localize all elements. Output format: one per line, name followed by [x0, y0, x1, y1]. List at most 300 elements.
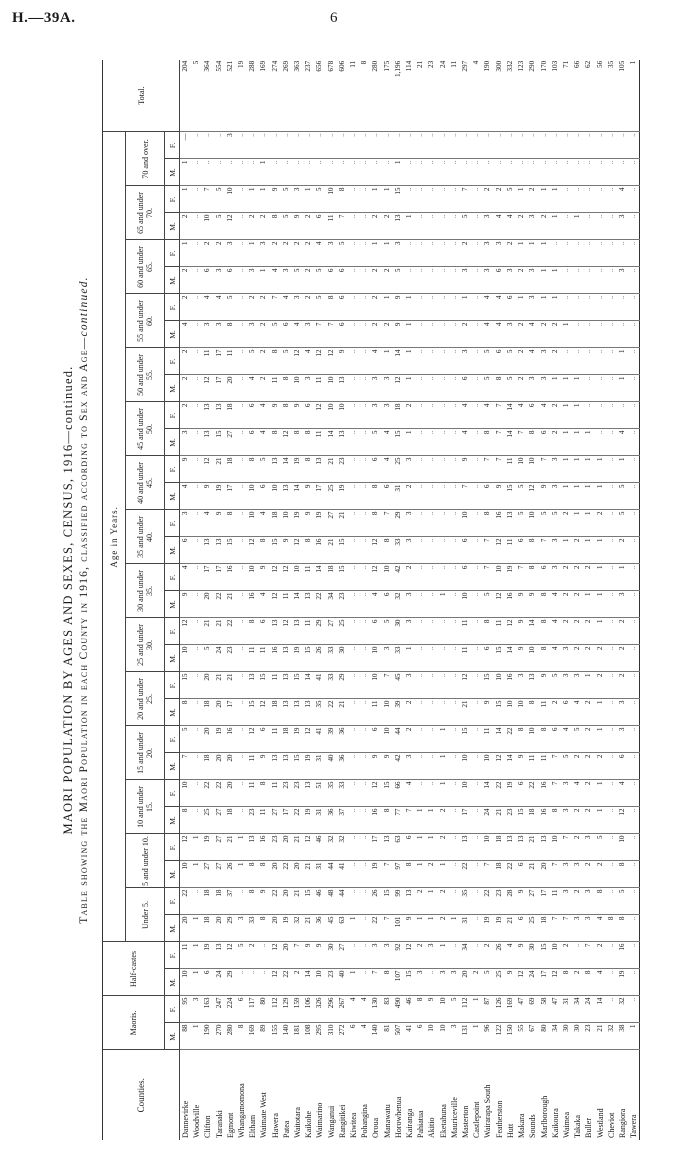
count-cell: 1 — [583, 456, 594, 483]
count-cell: 10 — [292, 564, 303, 591]
count-cell: 4 — [595, 915, 606, 942]
count-cell: 2 — [583, 807, 594, 834]
count-cell: 12 — [202, 375, 213, 402]
count-cell: .. — [438, 348, 449, 375]
female-subheader: F. — [165, 618, 180, 645]
count-cell: 19 — [314, 510, 325, 537]
count-cell: .. — [583, 348, 594, 375]
count-cell: 22 — [225, 618, 236, 645]
count-cell: 4 — [572, 780, 583, 807]
count-cell: 2 — [247, 294, 258, 321]
count-cell: 3 — [460, 348, 471, 375]
female-subheader: F. — [165, 672, 180, 699]
count-cell: 21 — [303, 861, 314, 888]
count-cell: .. — [617, 132, 628, 159]
count-cell: .. — [359, 348, 370, 375]
count-cell: 1 — [550, 375, 561, 402]
count-cell: 41 — [314, 726, 325, 753]
count-cell: .. — [471, 348, 482, 375]
count-cell: .. — [191, 618, 202, 645]
female-subheader: F. — [165, 888, 180, 915]
count-cell: 47 — [516, 996, 527, 1023]
total-cell: 19 — [236, 60, 247, 132]
count-cell: 9 — [314, 942, 325, 969]
count-cell: 2 — [438, 888, 449, 915]
count-cell: 34 — [326, 591, 337, 618]
count-cell: 1 — [572, 213, 583, 240]
count-cell: .. — [415, 726, 426, 753]
count-cell: 8 — [337, 186, 348, 213]
count-cell: 4 — [258, 591, 269, 618]
count-cell: 2 — [270, 240, 281, 267]
count-cell: 69 — [527, 996, 538, 1023]
count-cell: 30 — [561, 1023, 572, 1050]
count-cell: 3 — [214, 267, 225, 294]
count-cell: 5 — [370, 429, 381, 456]
count-cell: 83 — [382, 996, 393, 1023]
count-cell: 8 — [382, 969, 393, 996]
count-cell: .. — [348, 726, 359, 753]
count-cell: 12 — [292, 537, 303, 564]
count-cell: .. — [438, 564, 449, 591]
count-cell: 7 — [516, 429, 527, 456]
count-cell: .. — [359, 159, 370, 186]
count-cell: 6 — [561, 699, 572, 726]
count-cell: 10 — [326, 402, 337, 429]
county-name: Takaka — [573, 1115, 583, 1138]
count-cell: 15 — [303, 888, 314, 915]
count-cell: 6 — [303, 402, 314, 429]
count-cell: 3 — [404, 618, 415, 645]
table-row — [370, 60, 381, 1140]
count-cell: .. — [628, 348, 640, 375]
count-cell: 1 — [191, 861, 202, 888]
count-cell: 6 — [516, 915, 527, 942]
count-cell: .. — [348, 510, 359, 537]
count-cell: 10 — [527, 645, 538, 672]
count-cell: .. — [617, 402, 628, 429]
count-cell: .. — [191, 699, 202, 726]
count-cell: 12 — [281, 564, 292, 591]
count-cell: 16 — [539, 807, 550, 834]
count-cell: .. — [191, 807, 202, 834]
count-cell: .. — [606, 969, 617, 996]
count-cell: 24 — [482, 807, 493, 834]
count-cell: .. — [527, 132, 538, 159]
count-cell: 12 — [247, 726, 258, 753]
count-cell: 140 — [281, 1023, 292, 1050]
count-cell: 1 — [426, 834, 437, 861]
total-cell: 280 — [370, 60, 381, 132]
count-cell: .. — [471, 483, 482, 510]
count-cell: 42 — [393, 753, 404, 780]
count-cell: 2 — [561, 510, 572, 537]
count-cell: 9 — [281, 537, 292, 564]
count-cell: 13 — [382, 834, 393, 861]
count-cell: .. — [247, 159, 258, 186]
count-cell: 9 — [270, 402, 281, 429]
count-cell: 106 — [303, 996, 314, 1023]
count-cell: .. — [236, 348, 247, 375]
count-cell: .. — [550, 132, 561, 159]
count-cell: .. — [449, 321, 460, 348]
count-cell: 2 — [583, 645, 594, 672]
count-cell: 3 — [617, 213, 628, 240]
count-cell: .. — [561, 267, 572, 294]
count-cell: .. — [348, 159, 359, 186]
count-cell: 26 — [494, 942, 505, 969]
count-cell: 13 — [270, 618, 281, 645]
count-cell: 11 — [494, 618, 505, 645]
count-cell: 8 — [247, 618, 258, 645]
count-cell: 22 — [180, 888, 192, 915]
count-cell: 6 — [460, 375, 471, 402]
count-cell: 1 — [516, 240, 527, 267]
count-cell: .. — [438, 699, 449, 726]
count-cell: 27 — [202, 861, 213, 888]
count-cell: .. — [191, 537, 202, 564]
count-cell: 6 — [505, 294, 516, 321]
count-cell: .. — [606, 942, 617, 969]
count-cell: .. — [572, 294, 583, 321]
total-cell: 190 — [482, 60, 493, 132]
count-cell: 3 — [561, 888, 572, 915]
count-cell: 1 — [180, 159, 192, 186]
count-cell: 11 — [482, 726, 493, 753]
count-cell: 2 — [382, 267, 393, 294]
count-cell: .. — [236, 726, 247, 753]
county-name: Patea — [281, 1120, 291, 1138]
count-cell: 507 — [393, 1023, 404, 1050]
count-cell: 15 — [337, 537, 348, 564]
count-cell: 6 — [516, 861, 527, 888]
count-cell: 8 — [550, 807, 561, 834]
table-row — [191, 60, 202, 1140]
count-cell: 8 — [516, 726, 527, 753]
count-cell: 2 — [516, 375, 527, 402]
count-cell: 63 — [393, 834, 404, 861]
count-cell: 108 — [303, 1023, 314, 1050]
total-cell: 24 — [438, 60, 449, 132]
count-cell: 1 — [191, 915, 202, 942]
count-cell: 31 — [393, 483, 404, 510]
total-cell: 288 — [247, 60, 258, 132]
count-cell: .. — [348, 564, 359, 591]
count-cell: .. — [348, 375, 359, 402]
count-cell: 8 — [292, 429, 303, 456]
count-cell: 5 — [281, 186, 292, 213]
count-cell: .. — [628, 132, 640, 159]
count-cell: 15 — [505, 483, 516, 510]
count-cell: .. — [348, 834, 359, 861]
count-cell: 190 — [202, 1023, 213, 1050]
count-cell: 6 — [326, 267, 337, 294]
count-cell: 20 — [202, 726, 213, 753]
count-cell: 1 — [595, 618, 606, 645]
count-cell: 270 — [214, 1023, 225, 1050]
count-cell: 17 — [370, 834, 381, 861]
count-cell: .. — [303, 132, 314, 159]
count-cell: .. — [426, 510, 437, 537]
count-cell: 8 — [247, 861, 258, 888]
total-cell: 105 — [617, 60, 628, 132]
table-row — [258, 60, 269, 1140]
count-cell: 10 — [482, 753, 493, 780]
count-cell: .. — [471, 456, 482, 483]
count-cell: 5 — [505, 375, 516, 402]
count-cell: 11 — [550, 888, 561, 915]
count-cell: 2 — [572, 807, 583, 834]
count-cell: 3 — [561, 672, 572, 699]
count-cell: 2 — [550, 402, 561, 429]
count-cell: .. — [426, 213, 437, 240]
table-row — [247, 60, 258, 1140]
count-cell: .. — [359, 699, 370, 726]
male-subheader: M. — [165, 645, 180, 672]
count-cell: 20 — [281, 834, 292, 861]
count-cell: 23 — [337, 591, 348, 618]
male-subheader: M. — [165, 1023, 180, 1050]
count-cell: 8 — [617, 861, 628, 888]
count-cell: .. — [415, 429, 426, 456]
count-cell: 13 — [214, 537, 225, 564]
count-cell: 12 — [180, 618, 192, 645]
count-cell: 12 — [404, 942, 415, 969]
count-cell: 29 — [393, 510, 404, 537]
count-cell: 18 — [202, 753, 213, 780]
count-cell: 63 — [337, 915, 348, 942]
count-cell: 12 — [550, 969, 561, 996]
count-cell: 3 — [527, 294, 538, 321]
count-cell: .. — [471, 726, 482, 753]
count-cell: 112 — [460, 996, 471, 1023]
count-cell: 6 — [617, 753, 628, 780]
count-cell: 9 — [539, 483, 550, 510]
count-cell: 6 — [460, 564, 471, 591]
count-cell: .. — [191, 645, 202, 672]
count-cell: 1 — [191, 942, 202, 969]
count-cell: .. — [359, 456, 370, 483]
count-cell: 9 — [337, 348, 348, 375]
count-cell: .. — [225, 159, 236, 186]
count-cell: 18 — [326, 564, 337, 591]
count-cell: 1 — [595, 591, 606, 618]
count-cell: 12 — [505, 618, 516, 645]
count-cell: .. — [606, 213, 617, 240]
count-cell: 1 — [572, 483, 583, 510]
count-cell: .. — [348, 618, 359, 645]
count-cell: 34 — [460, 942, 471, 969]
count-cell: 9 — [539, 672, 550, 699]
count-cell: 16 — [505, 591, 516, 618]
count-cell: 2 — [180, 213, 192, 240]
count-cell: 3 — [516, 672, 527, 699]
count-cell: 181 — [292, 1023, 303, 1050]
count-cell: 8 — [527, 564, 538, 591]
count-cell: 9 — [270, 186, 281, 213]
count-cell: 7 — [482, 537, 493, 564]
count-cell: 22 — [326, 699, 337, 726]
county-name: Sounds — [528, 1114, 538, 1138]
count-cell: 4 — [561, 726, 572, 753]
count-cell: 1 — [583, 537, 594, 564]
count-cell: 9 — [180, 591, 192, 618]
count-cell: 8 — [180, 807, 192, 834]
count-cell: 2 — [404, 564, 415, 591]
count-cell: .. — [606, 537, 617, 564]
count-cell: 15 — [393, 429, 404, 456]
count-cell: 2 — [550, 321, 561, 348]
count-cell: 32 — [606, 1023, 617, 1050]
count-cell: 3 — [505, 321, 516, 348]
count-cell: 15 — [494, 699, 505, 726]
count-cell: 3 — [180, 429, 192, 456]
count-cell: 4 — [180, 483, 192, 510]
count-cell: .. — [247, 132, 258, 159]
count-cell: .. — [415, 294, 426, 321]
count-cell: .. — [404, 132, 415, 159]
count-cell: 21 — [292, 834, 303, 861]
county-name: Woodville — [192, 1104, 202, 1138]
count-cell: .. — [583, 267, 594, 294]
count-cell: .. — [471, 510, 482, 537]
count-cell: .. — [236, 699, 247, 726]
county-name: Featherston — [494, 1100, 504, 1138]
count-cell: .. — [426, 348, 437, 375]
male-subheader: M. — [165, 537, 180, 564]
count-cell: 35 — [326, 780, 337, 807]
count-cell: .. — [449, 591, 460, 618]
count-cell: 11 — [270, 375, 281, 402]
count-cell: 2 — [595, 510, 606, 537]
count-cell: 13 — [292, 699, 303, 726]
count-cell: 27 — [214, 807, 225, 834]
count-cell: 1 — [550, 213, 561, 240]
count-cell: .. — [628, 483, 640, 510]
count-cell: 22 — [370, 915, 381, 942]
count-cell: 33 — [337, 780, 348, 807]
count-cell: 11 — [270, 780, 281, 807]
count-cell: 30 — [326, 942, 337, 969]
count-cell: 9 — [292, 213, 303, 240]
count-cell: 21 — [326, 537, 337, 564]
count-cell: .. — [415, 753, 426, 780]
count-cell: .. — [628, 861, 640, 888]
count-cell: .. — [348, 942, 359, 969]
total-cell: 269 — [281, 60, 292, 132]
count-cell: 10 — [292, 375, 303, 402]
count-cell: .. — [628, 294, 640, 321]
count-cell: 5 — [516, 510, 527, 537]
count-cell: .. — [572, 942, 583, 969]
count-cell: 96 — [482, 1023, 493, 1050]
count-cell: 2 — [415, 942, 426, 969]
count-cell: 7 — [516, 564, 527, 591]
count-cell: .. — [191, 780, 202, 807]
count-cell: 3 — [225, 132, 236, 159]
count-cell: 4 — [494, 294, 505, 321]
count-cell: .. — [572, 186, 583, 213]
count-cell: 4 — [617, 780, 628, 807]
count-cell: .. — [606, 483, 617, 510]
count-cell: 4 — [572, 699, 583, 726]
count-cell: 4 — [382, 456, 393, 483]
count-cell: 1 — [404, 294, 415, 321]
count-cell: .. — [270, 132, 281, 159]
count-cell: 6 — [202, 969, 213, 996]
count-cell: 19 — [202, 834, 213, 861]
count-cell: 7 — [494, 402, 505, 429]
count-cell: 15 — [337, 564, 348, 591]
county-name: Hawera — [270, 1113, 280, 1138]
total-cell: 363 — [292, 60, 303, 132]
count-cell: .. — [449, 834, 460, 861]
count-cell: 10 — [617, 834, 628, 861]
count-cell: 8 — [303, 537, 314, 564]
count-cell: .. — [404, 240, 415, 267]
count-cell: .. — [449, 753, 460, 780]
count-cell: 11 — [539, 753, 550, 780]
county-name: Horowhenua — [393, 1096, 403, 1138]
count-cell: 10 — [247, 564, 258, 591]
count-cell: .. — [382, 132, 393, 159]
count-cell: 1 — [595, 456, 606, 483]
count-cell: .. — [606, 402, 617, 429]
count-cell: .. — [606, 726, 617, 753]
count-cell: .. — [359, 888, 370, 915]
count-cell: 20 — [270, 861, 281, 888]
count-cell: .. — [236, 186, 247, 213]
count-cell: .. — [628, 537, 640, 564]
county-name: Kiwitea — [349, 1112, 359, 1138]
count-cell: .. — [359, 294, 370, 321]
count-cell: 5 — [214, 213, 225, 240]
table-row — [225, 60, 236, 1140]
count-cell: 2 — [180, 294, 192, 321]
count-cell: 2 — [303, 240, 314, 267]
count-cell: 4 — [494, 213, 505, 240]
count-cell: 11 — [180, 942, 192, 969]
count-cell: 6 — [482, 483, 493, 510]
count-cell: .. — [482, 159, 493, 186]
count-cell: 12 — [303, 834, 314, 861]
count-cell: 2 — [561, 618, 572, 645]
age-group-header: 35 and under 40. — [126, 510, 165, 564]
count-cell: 12 — [617, 807, 628, 834]
count-cell: 15 — [292, 672, 303, 699]
count-cell: .. — [359, 915, 370, 942]
county-name: Castlepoint — [472, 1101, 482, 1138]
count-cell: 32 — [326, 834, 337, 861]
count-cell: .. — [415, 240, 426, 267]
count-cell: .. — [505, 132, 516, 159]
count-cell: 3 — [617, 267, 628, 294]
count-cell: 1 — [258, 267, 269, 294]
count-cell: 5 — [617, 483, 628, 510]
count-cell: 32 — [292, 915, 303, 942]
count-cell: .. — [438, 645, 449, 672]
count-cell: 1 — [382, 240, 393, 267]
count-cell: 3 — [561, 645, 572, 672]
count-cell: 14 — [505, 645, 516, 672]
total-cell: 11 — [449, 60, 460, 132]
count-cell: .. — [628, 888, 640, 915]
count-cell: 15 — [225, 537, 236, 564]
count-cell: .. — [606, 618, 617, 645]
count-cell: 3 — [292, 186, 303, 213]
table-row — [539, 60, 550, 1140]
count-cell: 12 — [314, 348, 325, 375]
